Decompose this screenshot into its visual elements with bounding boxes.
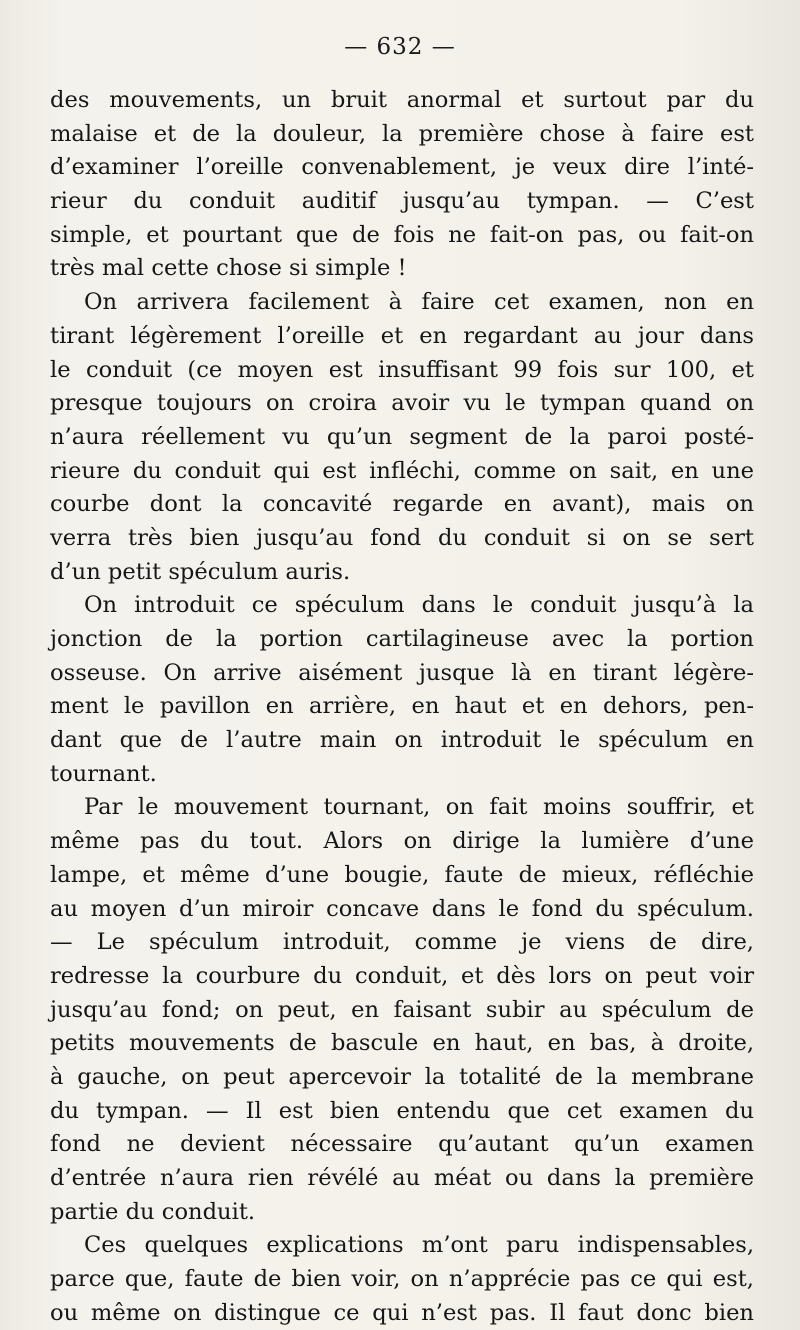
text-line: osseuse. On arrive aisément jusque là en tirant légère- bbox=[50, 659, 754, 686]
page-number: — 632 — bbox=[344, 34, 456, 60]
text-line: partie du conduit. bbox=[50, 1198, 256, 1225]
text-line: jonction de la portion cartilagineuse avec la portion bbox=[50, 626, 754, 652]
text-line: tirant légèrement l’oreille et en regardant au jour dans bbox=[50, 322, 754, 349]
text-line: Par le mouvement tournant, on fait moins souffrir, et bbox=[84, 794, 754, 821]
text-line: rieur du conduit auditif jusqu’au tympan. — C’est bbox=[50, 188, 754, 215]
text-line: lampe, et même d’une bougie, faute de mieux, réfléchie bbox=[50, 861, 754, 888]
text-line: On introduit ce spéculum dans le conduit jusqu’à la bbox=[84, 592, 754, 619]
text-line: n’aura réellement vu qu’un segment de la paroi posté- bbox=[50, 423, 754, 450]
text-line: petits mouvements de bascule en haut, en bas, à droite, bbox=[50, 1030, 754, 1057]
text-line: Ces quelques explications m’ont paru indispensables, bbox=[84, 1232, 754, 1259]
text-line: malaise et de la douleur, la première chose à faire est bbox=[50, 120, 754, 147]
text-line: fond ne devient nécessaire qu’autant qu’un examen bbox=[50, 1131, 754, 1158]
text-line: très mal cette chose si simple ! bbox=[50, 255, 407, 282]
text-line: d’un petit spéculum auris. bbox=[50, 558, 351, 585]
text-line: ou même on distingue ce qui n’est pas. Il faut donc bien bbox=[50, 1299, 754, 1326]
text-line: dant que de l’autre main on introduit le spéculum en bbox=[50, 727, 754, 754]
text-line: même pas du tout. Alors on dirige la lumière d’une bbox=[50, 828, 754, 855]
text-line: On arrivera facilement à faire cet examen, non en bbox=[84, 289, 754, 316]
text-line: presque toujours on croira avoir vu le tympan quand on bbox=[50, 390, 754, 417]
text-line: à gauche, on peut apercevoir la totalité de la membrane bbox=[50, 1063, 754, 1090]
text-line: au moyen d’un miroir concave dans le fond du spéculum. bbox=[50, 895, 754, 922]
text-line: verra très bien jusqu’au fond du conduit si on se sert bbox=[50, 524, 754, 551]
text-line: ment le pavillon en arrière, en haut et en dehors, pen- bbox=[50, 693, 754, 720]
text-line: d’examiner l’oreille convenablement, je veux dire l’inté- bbox=[50, 154, 754, 181]
text-line: parce que, faute de bien voir, on n’apprécie pas ce qui est, bbox=[50, 1266, 754, 1293]
text-line: le conduit (ce moyen est insuffisant 99 fois sur 100, et bbox=[50, 356, 754, 383]
text-line: courbe dont la concavité regarde en avant), mais on bbox=[50, 491, 754, 518]
text-line: d’entrée n’aura rien révélé au méat ou dans la première bbox=[50, 1165, 754, 1191]
text-line: simple, et pourtant que de fois ne fait-on pas, ou fait-on bbox=[50, 221, 754, 248]
text-line: jusqu’au fond; on peut, en faisant subir au spéculum de bbox=[50, 996, 754, 1023]
text-line: — Le spéculum introduit, comme je viens de dire, bbox=[50, 929, 754, 956]
text-line: du tympan. — Il est bien entendu que cet examen du bbox=[50, 1097, 754, 1124]
text-line: redresse la courbure du conduit, et dès lors on peut voir bbox=[50, 962, 754, 989]
text-line: des mouvements, un bruit anormal et surtout par du bbox=[50, 87, 754, 113]
text-line: rieure du conduit qui est infléchi, comme on sait, en une bbox=[50, 457, 754, 484]
text-line: tournant. bbox=[50, 760, 157, 787]
body-text bbox=[50, 84, 754, 1330]
